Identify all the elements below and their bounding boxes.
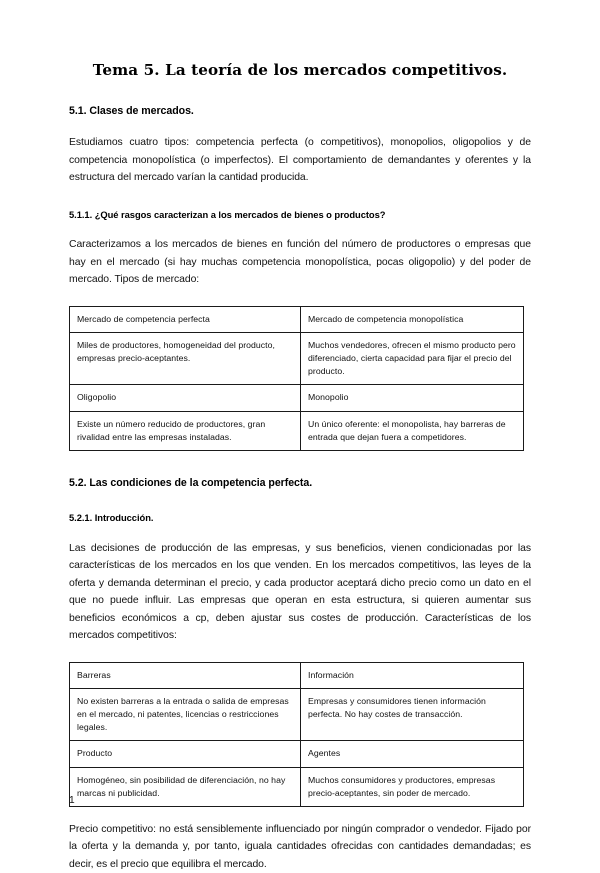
paragraph-closing: Precio competitivo: no está sensiblemente influenciado por ningún comprador o vendedor. Fijado por la oferta y la demanda y, por tanto, iguala cantidades ofrecidas con cantidades demandadas; es decir, es el precio que equilibra el mercado. bbox=[69, 823, 531, 870]
table-cell: Muchos consumidores y productores, empresas precio-aceptantes, sin poder de mercado. bbox=[301, 767, 524, 806]
table-row bbox=[70, 306, 524, 332]
table-row bbox=[70, 662, 524, 688]
table-row bbox=[70, 741, 524, 767]
paragraph-5-1-1: Caracterizamos a los mercados de bienes en función del número de productores o empresas que hay en el mercado (si hay muchas competencia monopolística, pocas oligopolio) y del poder de mercado. Tipos de mercado: bbox=[69, 239, 531, 286]
table-row bbox=[70, 767, 524, 806]
table-cell: Empresas y consumidores tienen información perfecta. No hay costes de transacción. bbox=[301, 688, 524, 741]
paragraph-5-2-1: Las decisiones de producción de las empresas, y sus beneficios, vienen condicionadas por las características de los mercados en los que venden. En los mercados competitivos, las leyes de la oferta y demanda determinan el precio, y cada productor aceptará dicho precio como un dato en el que no puede influir. Las empresas que operan en esta estructura, si quieren aumentar sus beneficios económicos a cp, deben ajustar sus costes de producción. Características de los mercados competitivos: bbox=[69, 543, 531, 642]
table-cell: Mercado de competencia monopolística bbox=[301, 306, 524, 332]
table-cell: Existe un número reducido de productores, gran rivalidad entre las empresas instaladas. bbox=[70, 411, 301, 450]
table-cell: Oligopolio bbox=[70, 385, 301, 411]
section-heading-5-1-1: 5.1.1. ¿Qué rasgos caracterizan a los mercados de bienes o productos? bbox=[69, 208, 386, 220]
table-cell: Miles de productores, homogeneidad del producto, empresas precio-aceptantes. bbox=[70, 332, 301, 385]
table-cell: Barreras bbox=[70, 662, 301, 688]
table-row bbox=[70, 332, 524, 385]
table-cell: Información bbox=[301, 662, 524, 688]
table-cell: Mercado de competencia perfecta bbox=[70, 306, 301, 332]
section-heading-5-1: 5.1. Clases de mercados. bbox=[69, 105, 194, 118]
table-cell: Muchos vendedores, ofrecen el mismo producto pero diferenciado, cierta capacidad para fijar el precio del producto. bbox=[301, 332, 524, 385]
section-heading-5-2-1: 5.2.1. Introducción. bbox=[69, 512, 154, 524]
table-cell: No existen barreras a la entrada o salida de empresas en el mercado, ni patentes, licencias o restricciones legales. bbox=[70, 688, 301, 741]
table-cell: Producto bbox=[70, 741, 301, 767]
table-cell: Homogéneo, sin posibilidad de diferenciación, no hay marcas ni publicidad. bbox=[70, 767, 301, 806]
table-cell: Agentes bbox=[301, 741, 524, 767]
paragraph-5-1: Estudiamos cuatro tipos: competencia perfecta (o competitivos), monopolios, oligopolios y de competencia monopolística (o imperfectos). El comportamiento de demandantes y oferentes y la estructura del mercado varían la cantidad producida. bbox=[69, 137, 531, 184]
table-market-types bbox=[69, 306, 524, 451]
table-row bbox=[70, 385, 524, 411]
table-cell: Monopolio bbox=[301, 385, 524, 411]
page-title: Tema 5. La teoría de los mercados competitivos. bbox=[92, 61, 508, 79]
table-row bbox=[70, 411, 524, 450]
table-cell: Un único oferente: el monopolista, hay barreras de entrada que dejan fuera a competidores. bbox=[301, 411, 524, 450]
table-row bbox=[70, 688, 524, 741]
section-heading-5-2: 5.2. Las condiciones de la competencia perfecta. bbox=[69, 477, 313, 490]
table-competitive-features bbox=[69, 662, 524, 807]
page-number: 1 bbox=[69, 795, 75, 806]
